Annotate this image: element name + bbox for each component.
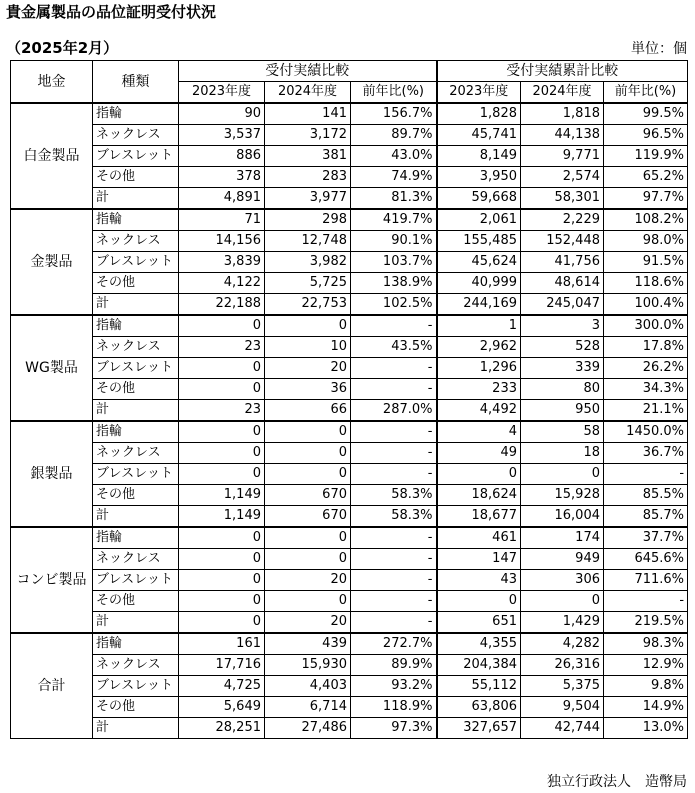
value-cell: - <box>351 527 437 549</box>
value-cell: 43.0% <box>351 146 437 167</box>
product-kind-cell: ネックレス <box>93 231 179 252</box>
value-cell: 1,828 <box>437 103 521 125</box>
value-cell: 0 <box>179 379 265 400</box>
value-cell: 41,756 <box>521 252 604 273</box>
table-row <box>11 676 688 697</box>
table-row <box>11 188 688 210</box>
value-cell: 161 <box>179 633 265 655</box>
value-cell: 85.7% <box>604 506 688 528</box>
value-cell: 4,282 <box>521 633 604 655</box>
value-cell: 4,122 <box>179 273 265 294</box>
value-cell: 89.9% <box>351 655 437 676</box>
value-cell: 20 <box>265 612 351 634</box>
value-cell: 4,492 <box>437 400 521 422</box>
value-cell: 5,649 <box>179 697 265 718</box>
value-cell: 0 <box>265 527 351 549</box>
product-kind-cell: 指輪 <box>93 315 179 337</box>
value-cell: 14.9% <box>604 697 688 718</box>
value-cell: 23 <box>179 337 265 358</box>
value-cell: 23 <box>179 400 265 422</box>
value-cell: 90 <box>179 103 265 125</box>
value-cell: 66 <box>265 400 351 422</box>
value-cell: 0 <box>179 612 265 634</box>
header-col-2023: 2023年度 <box>179 82 265 104</box>
value-cell: 1,429 <box>521 612 604 634</box>
header-col-2024: 2024年度 <box>265 82 351 104</box>
value-cell: 711.6% <box>604 570 688 591</box>
value-cell: 65.2% <box>604 167 688 188</box>
value-cell: 49 <box>437 443 521 464</box>
value-cell: 28,251 <box>179 718 265 739</box>
value-cell: 118.9% <box>351 697 437 718</box>
value-cell: 0 <box>179 527 265 549</box>
table-row <box>11 443 688 464</box>
value-cell: 20 <box>265 570 351 591</box>
table-row <box>11 421 688 443</box>
unit-label: 単位：個 <box>631 41 687 57</box>
value-cell: 8,149 <box>437 146 521 167</box>
table-row <box>11 464 688 485</box>
value-cell: 0 <box>265 591 351 612</box>
value-cell: 0 <box>179 591 265 612</box>
header-group-cumulative: 受付実績累計比較 <box>437 61 688 82</box>
value-cell: 886 <box>179 146 265 167</box>
value-cell: 3,982 <box>265 252 351 273</box>
value-cell: 528 <box>521 337 604 358</box>
table-row <box>11 252 688 273</box>
value-cell: 17,716 <box>179 655 265 676</box>
value-cell: 0 <box>265 315 351 337</box>
value-cell: 6,714 <box>265 697 351 718</box>
value-cell: 0 <box>437 464 521 485</box>
product-kind-cell: ブレスレット <box>93 358 179 379</box>
value-cell: 99.5% <box>604 103 688 125</box>
value-cell: 156.7% <box>351 103 437 125</box>
value-cell: 59,668 <box>437 188 521 210</box>
page-subtitle: （2025年2月） <box>6 39 119 57</box>
table-row <box>11 718 688 739</box>
product-kind-cell: その他 <box>93 273 179 294</box>
value-cell: 0 <box>179 315 265 337</box>
value-cell: 3,537 <box>179 125 265 146</box>
table-row <box>11 337 688 358</box>
product-kind-cell: ネックレス <box>93 443 179 464</box>
table-row <box>11 527 688 549</box>
value-cell: 4 <box>437 421 521 443</box>
value-cell: 138.9% <box>351 273 437 294</box>
value-cell: 119.9% <box>604 146 688 167</box>
value-cell: 306 <box>521 570 604 591</box>
value-cell: 0 <box>179 570 265 591</box>
value-cell: 9,771 <box>521 146 604 167</box>
table-row <box>11 633 688 655</box>
value-cell: 58.3% <box>351 506 437 528</box>
table-row <box>11 400 688 422</box>
value-cell: 81.3% <box>351 188 437 210</box>
value-cell: 74.9% <box>351 167 437 188</box>
value-cell: 58 <box>521 421 604 443</box>
value-cell: 102.5% <box>351 294 437 316</box>
value-cell: 419.7% <box>351 209 437 231</box>
value-cell: 15,928 <box>521 485 604 506</box>
table-body <box>11 103 688 739</box>
value-cell: 949 <box>521 549 604 570</box>
product-kind-cell: その他 <box>93 697 179 718</box>
table-row <box>11 358 688 379</box>
value-cell: 3,172 <box>265 125 351 146</box>
value-cell: - <box>351 464 437 485</box>
product-kind-cell: ネックレス <box>93 655 179 676</box>
product-kind-cell: その他 <box>93 379 179 400</box>
header-col-cum-ratio: 前年比(%) <box>604 82 688 104</box>
table-row <box>11 612 688 634</box>
product-kind-cell: 指輪 <box>93 633 179 655</box>
table-row <box>11 273 688 294</box>
product-kind-cell: ブレスレット <box>93 252 179 273</box>
value-cell: 58.3% <box>351 485 437 506</box>
product-kind-cell: 計 <box>93 188 179 210</box>
value-cell: 22,753 <box>265 294 351 316</box>
value-cell: 287.0% <box>351 400 437 422</box>
value-cell: 2,229 <box>521 209 604 231</box>
value-cell: 1 <box>437 315 521 337</box>
value-cell: 97.3% <box>351 718 437 739</box>
value-cell: 91.5% <box>604 252 688 273</box>
value-cell: - <box>351 591 437 612</box>
product-kind-cell: 計 <box>93 400 179 422</box>
value-cell: 97.7% <box>604 188 688 210</box>
value-cell: 4,725 <box>179 676 265 697</box>
table-row <box>11 655 688 676</box>
value-cell: 300.0% <box>604 315 688 337</box>
value-cell: 670 <box>265 485 351 506</box>
value-cell: 43 <box>437 570 521 591</box>
value-cell: 298 <box>265 209 351 231</box>
value-cell: 18,677 <box>437 506 521 528</box>
value-cell: 93.2% <box>351 676 437 697</box>
product-kind-cell: その他 <box>93 591 179 612</box>
value-cell: 0 <box>521 591 604 612</box>
value-cell: 13.0% <box>604 718 688 739</box>
header-group-monthly: 受付実績比較 <box>179 61 437 82</box>
table-row <box>11 549 688 570</box>
value-cell: 283 <box>265 167 351 188</box>
product-kind-cell: ネックレス <box>93 549 179 570</box>
value-cell: 219.5% <box>604 612 688 634</box>
value-cell: 461 <box>437 527 521 549</box>
value-cell: 55,112 <box>437 676 521 697</box>
value-cell: 37.7% <box>604 527 688 549</box>
value-cell: 1,818 <box>521 103 604 125</box>
value-cell: 89.7% <box>351 125 437 146</box>
value-cell: 96.5% <box>604 125 688 146</box>
product-kind-cell: ブレスレット <box>93 464 179 485</box>
value-cell: 5,725 <box>265 273 351 294</box>
value-cell: 233 <box>437 379 521 400</box>
value-cell: 108.2% <box>604 209 688 231</box>
value-cell: - <box>351 315 437 337</box>
value-cell: 0 <box>265 443 351 464</box>
value-cell: 244,169 <box>437 294 521 316</box>
value-cell: 48,614 <box>521 273 604 294</box>
value-cell: 3,839 <box>179 252 265 273</box>
header-col-ratio: 前年比(%) <box>351 82 437 104</box>
value-cell: 90.1% <box>351 231 437 252</box>
product-kind-cell: ブレスレット <box>93 570 179 591</box>
value-cell: 3,950 <box>437 167 521 188</box>
value-cell: 0 <box>179 443 265 464</box>
table-header <box>11 61 688 104</box>
value-cell: 155,485 <box>437 231 521 252</box>
value-cell: - <box>351 421 437 443</box>
table-row <box>11 231 688 252</box>
value-cell: 18,624 <box>437 485 521 506</box>
value-cell: - <box>604 464 688 485</box>
product-kind-cell: 計 <box>93 294 179 316</box>
value-cell: 14,156 <box>179 231 265 252</box>
header-col-cum-2023: 2023年度 <box>437 82 521 104</box>
table-row <box>11 697 688 718</box>
table-row <box>11 591 688 612</box>
value-cell: 670 <box>265 506 351 528</box>
value-cell: 0 <box>179 464 265 485</box>
table-row <box>11 570 688 591</box>
header-metal: 地金 <box>11 61 93 104</box>
value-cell: 4,355 <box>437 633 521 655</box>
product-kind-cell: 指輪 <box>93 421 179 443</box>
value-cell: 3,977 <box>265 188 351 210</box>
value-cell: 63,806 <box>437 697 521 718</box>
value-cell: 17.8% <box>604 337 688 358</box>
value-cell: 118.6% <box>604 273 688 294</box>
value-cell: 0 <box>265 464 351 485</box>
value-cell: 378 <box>179 167 265 188</box>
value-cell: - <box>351 612 437 634</box>
value-cell: 0 <box>521 464 604 485</box>
product-kind-cell: ネックレス <box>93 337 179 358</box>
product-kind-cell: ネックレス <box>93 125 179 146</box>
value-cell: 36 <box>265 379 351 400</box>
table-row <box>11 125 688 146</box>
value-cell: 9,504 <box>521 697 604 718</box>
value-cell: - <box>351 379 437 400</box>
value-cell: 2,962 <box>437 337 521 358</box>
value-cell: - <box>351 549 437 570</box>
footer-issuer: 独立行政法人 造幣局 <box>547 774 687 790</box>
value-cell: 10 <box>265 337 351 358</box>
metal-group-label: 金製品 <box>11 209 93 315</box>
value-cell: 18 <box>521 443 604 464</box>
table-row <box>11 209 688 231</box>
value-cell: 22,188 <box>179 294 265 316</box>
value-cell: 439 <box>265 633 351 655</box>
value-cell: 16,004 <box>521 506 604 528</box>
value-cell: 141 <box>265 103 351 125</box>
value-cell: 174 <box>521 527 604 549</box>
value-cell: 45,741 <box>437 125 521 146</box>
table-row <box>11 167 688 188</box>
value-cell: 0 <box>179 549 265 570</box>
value-cell: 272.7% <box>351 633 437 655</box>
value-cell: 645.6% <box>604 549 688 570</box>
value-cell: 1,296 <box>437 358 521 379</box>
value-cell: 98.0% <box>604 231 688 252</box>
value-cell: - <box>351 570 437 591</box>
value-cell: 26,316 <box>521 655 604 676</box>
value-cell: 85.5% <box>604 485 688 506</box>
value-cell: 0 <box>265 549 351 570</box>
value-cell: 80 <box>521 379 604 400</box>
table-row <box>11 103 688 125</box>
value-cell: 3 <box>521 315 604 337</box>
product-kind-cell: その他 <box>93 485 179 506</box>
value-cell: 950 <box>521 400 604 422</box>
certification-table <box>10 60 687 772</box>
metal-group-label: WG製品 <box>11 315 93 421</box>
value-cell: 0 <box>179 421 265 443</box>
value-cell: - <box>351 358 437 379</box>
value-cell: 20 <box>265 358 351 379</box>
value-cell: 147 <box>437 549 521 570</box>
product-kind-cell: 指輪 <box>93 209 179 231</box>
value-cell: 15,930 <box>265 655 351 676</box>
value-cell: 42,744 <box>521 718 604 739</box>
metal-group-label: 合計 <box>11 633 93 739</box>
value-cell: 71 <box>179 209 265 231</box>
metal-group-label: 白金製品 <box>11 103 93 209</box>
value-cell: 34.3% <box>604 379 688 400</box>
value-cell: - <box>351 443 437 464</box>
value-cell: 1,149 <box>179 506 265 528</box>
table-row <box>11 315 688 337</box>
value-cell: 43.5% <box>351 337 437 358</box>
value-cell: 4,403 <box>265 676 351 697</box>
page-title: 貴金属製品の品位証明受付状況 <box>6 3 217 21</box>
product-kind-cell: 計 <box>93 718 179 739</box>
product-kind-cell: 計 <box>93 506 179 528</box>
value-cell: 651 <box>437 612 521 634</box>
value-cell: 98.3% <box>604 633 688 655</box>
value-cell: 58,301 <box>521 188 604 210</box>
table-row <box>11 146 688 167</box>
value-cell: 339 <box>521 358 604 379</box>
product-kind-cell: ブレスレット <box>93 676 179 697</box>
table-row <box>11 485 688 506</box>
metal-group-label: 銀製品 <box>11 421 93 527</box>
value-cell: 45,624 <box>437 252 521 273</box>
value-cell: 204,384 <box>437 655 521 676</box>
product-kind-cell: 指輪 <box>93 103 179 125</box>
value-cell: 26.2% <box>604 358 688 379</box>
value-cell: 327,657 <box>437 718 521 739</box>
value-cell: 12,748 <box>265 231 351 252</box>
value-cell: 152,448 <box>521 231 604 252</box>
header-kind: 種類 <box>93 61 179 104</box>
product-kind-cell: 計 <box>93 612 179 634</box>
value-cell: 381 <box>265 146 351 167</box>
table-row <box>11 379 688 400</box>
value-cell: 0 <box>179 358 265 379</box>
value-cell: 2,061 <box>437 209 521 231</box>
value-cell: 2,574 <box>521 167 604 188</box>
value-cell: 40,999 <box>437 273 521 294</box>
value-cell: 44,138 <box>521 125 604 146</box>
value-cell: 27,486 <box>265 718 351 739</box>
table-row <box>11 506 688 528</box>
metal-group-label: コンビ製品 <box>11 527 93 633</box>
product-kind-cell: その他 <box>93 167 179 188</box>
value-cell: 1,149 <box>179 485 265 506</box>
value-cell: 103.7% <box>351 252 437 273</box>
table-row <box>11 294 688 316</box>
value-cell: 0 <box>265 421 351 443</box>
value-cell: 4,891 <box>179 188 265 210</box>
value-cell: 12.9% <box>604 655 688 676</box>
value-cell: 100.4% <box>604 294 688 316</box>
value-cell: 21.1% <box>604 400 688 422</box>
value-cell: 1450.0% <box>604 421 688 443</box>
value-cell: 245,047 <box>521 294 604 316</box>
product-kind-cell: 指輪 <box>93 527 179 549</box>
product-kind-cell: ブレスレット <box>93 146 179 167</box>
value-cell: - <box>604 591 688 612</box>
value-cell: 9.8% <box>604 676 688 697</box>
header-col-cum-2024: 2024年度 <box>521 82 604 104</box>
value-cell: 0 <box>437 591 521 612</box>
value-cell: 5,375 <box>521 676 604 697</box>
value-cell: 36.7% <box>604 443 688 464</box>
